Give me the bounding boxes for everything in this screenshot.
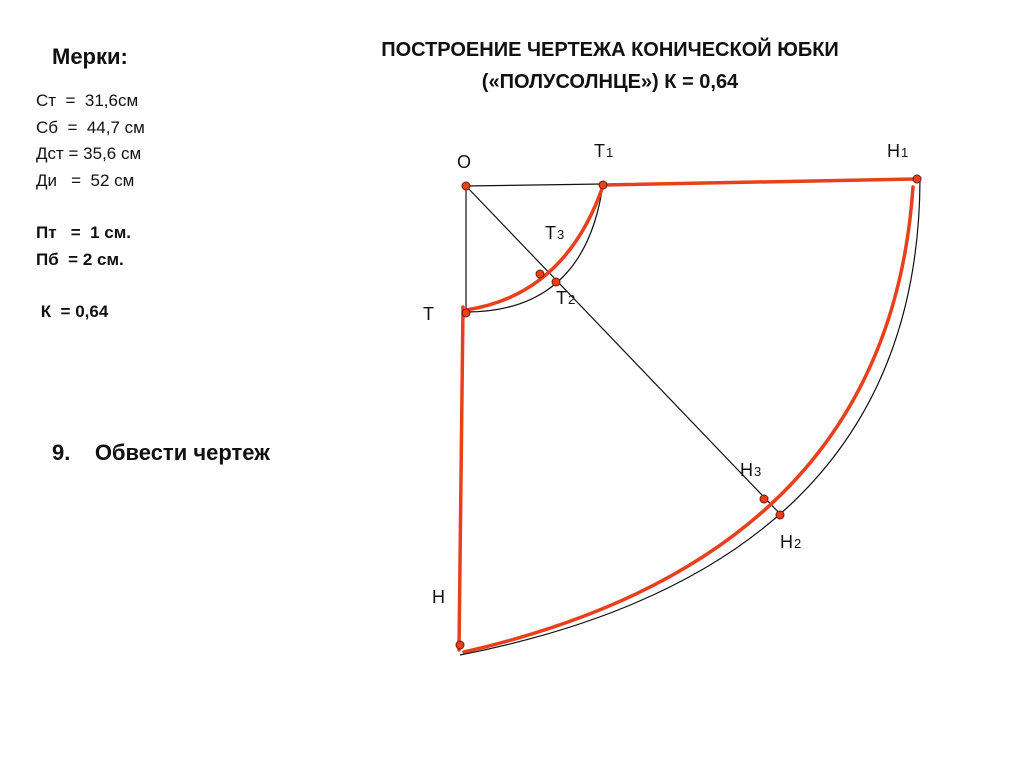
- label-H: Н: [432, 587, 445, 607]
- point-T2: [552, 278, 560, 286]
- label-H2: Н2: [780, 532, 802, 552]
- label-T3: Т3: [545, 223, 565, 243]
- measures-heading: Мерки:: [52, 44, 128, 69]
- label-T1: Т1: [594, 141, 614, 161]
- coefficient: К = 0,64: [36, 302, 109, 321]
- increment-hip: Пб = 2 см.: [36, 249, 124, 269]
- point-T3: [536, 270, 544, 278]
- step-text: Обвести чертеж: [94, 440, 270, 465]
- point-H3: [760, 495, 768, 503]
- side-seam-outline-top: [603, 179, 916, 185]
- label-T: Т: [423, 304, 434, 324]
- measure-skirt-length: Ди = 52 см: [36, 170, 135, 190]
- point-H2: [776, 511, 784, 519]
- label-O: О: [457, 152, 472, 172]
- label-H3: Н3: [740, 460, 762, 480]
- waist-line-outline: [466, 186, 603, 310]
- point-H: [456, 641, 464, 649]
- point-T1: [599, 181, 607, 189]
- title-line-2: («ПОЛУСОЛНЦЕ») К = 0,64: [481, 71, 739, 93]
- construction-lines: [460, 180, 920, 655]
- label-H1: Н1: [887, 141, 909, 161]
- increment-waist: Пт = 1 см.: [36, 223, 132, 242]
- label-T2: Т2: [556, 288, 576, 308]
- point-H1: [913, 175, 921, 183]
- point-T: [462, 309, 470, 317]
- hem-line-outline: [464, 187, 913, 652]
- waist-arc-construction: [466, 184, 603, 312]
- point-O: [462, 182, 470, 190]
- line-O-H2: [466, 186, 783, 517]
- title-line-1: ПОСТРОЕНИЕ ЧЕРТЕЖА КОНИЧЕСКОЙ ЮБКИ: [381, 39, 839, 61]
- measure-hip: Сб = 44,7 см: [36, 117, 145, 137]
- measure-waist: Ст = 31,6см: [36, 91, 139, 110]
- step-number: 9.: [52, 440, 71, 465]
- line-O-T1: [466, 184, 603, 186]
- measure-back-length: Дст = 35,6 см: [36, 144, 142, 163]
- center-line-outline: [459, 307, 463, 650]
